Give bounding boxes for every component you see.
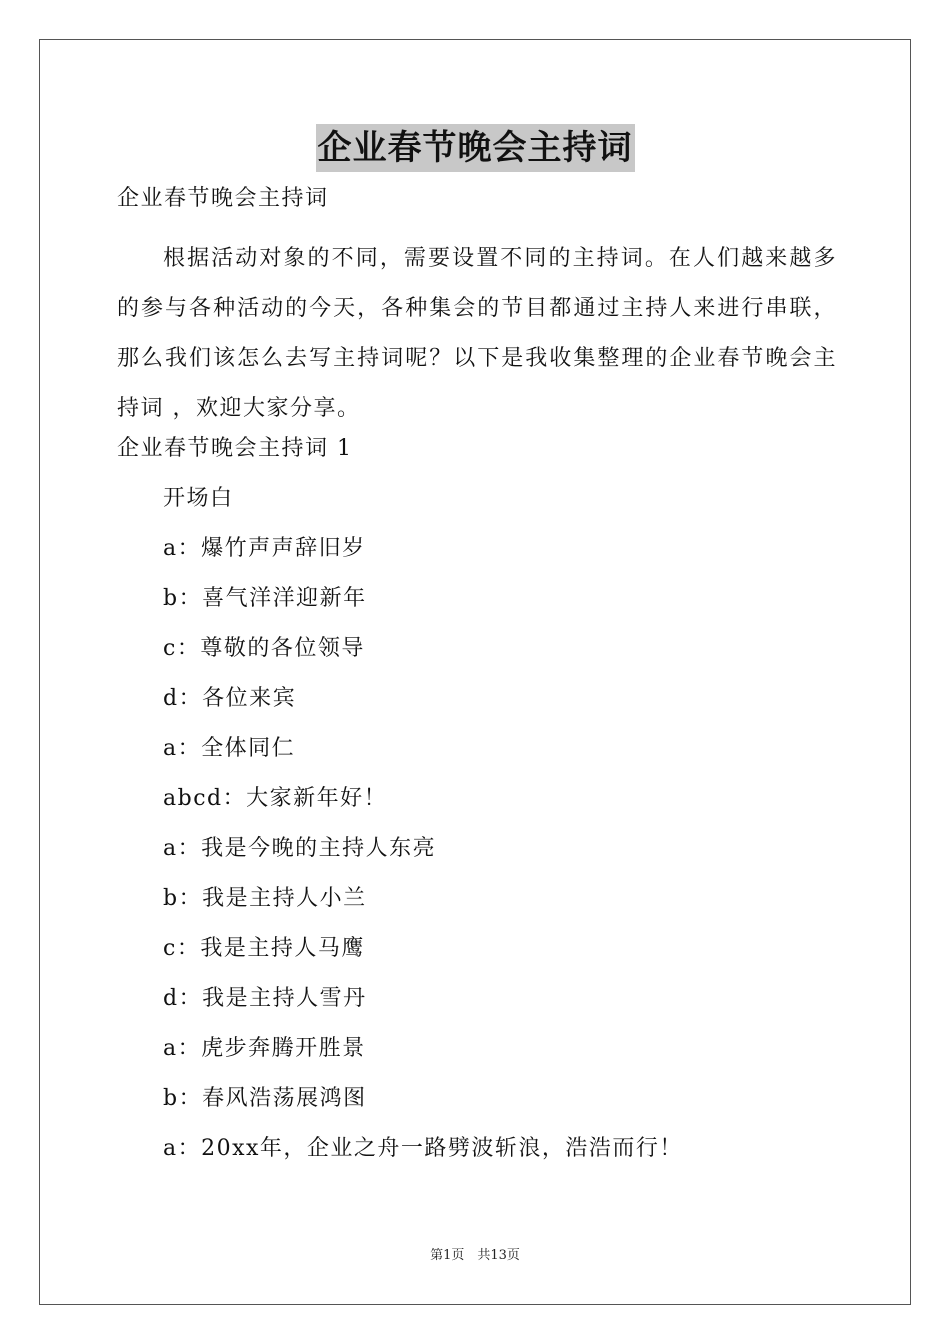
- document-subtitle: 企业春节晚会主持词: [117, 186, 329, 211]
- script-line: abcd：大家新年好！: [163, 786, 388, 811]
- script-line: a：20xx年，企业之舟一路劈波斩浪，浩浩而行！: [163, 1136, 683, 1161]
- script-line: d：各位来宾: [163, 686, 297, 711]
- section-heading: 企业春节晚会主持词 1: [117, 436, 353, 461]
- page-border: [39, 39, 911, 1305]
- script-line: b：喜气洋洋迎新年: [163, 586, 367, 611]
- script-line: a：爆竹声声辞旧岁: [163, 536, 366, 561]
- title-container: [0, 124, 950, 172]
- script-line: b：我是主持人小兰: [163, 886, 367, 911]
- script-line: b：春风浩荡展鸿图: [163, 1086, 367, 1111]
- document-title: 企业春节晚会主持词: [316, 124, 635, 172]
- script-line: d：我是主持人雪丹: [163, 986, 367, 1011]
- script-line: a：全体同仁: [163, 736, 296, 761]
- script-line: a：虎步奔腾开胜景: [163, 1036, 366, 1061]
- script-line: c：尊敬的各位领导: [163, 636, 365, 661]
- script-line: 开场白: [163, 486, 234, 511]
- script-line: c：我是主持人马鹰: [163, 936, 365, 961]
- page-number: 第1页 共13页: [430, 1248, 520, 1263]
- script-line: a：我是今晚的主持人东亮: [163, 836, 437, 861]
- intro-paragraph: 根据活动对象的不同，需要设置不同的主持词。在人们越来越多的参与各种活动的今天，各种集会的节目都通过主持人来进行串联，那么我们该怎么去写主持词呢？以下是我收集整理的企业春节晚会主持词 ，欢迎大家分享。: [117, 246, 837, 421]
